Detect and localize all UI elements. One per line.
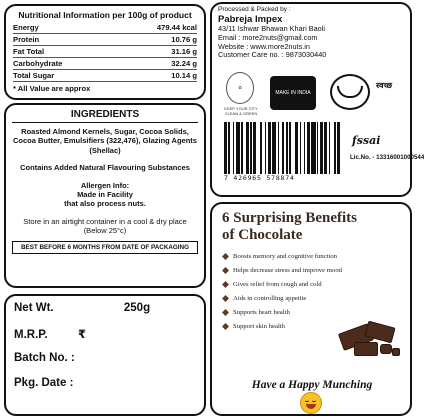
barcode — [224, 122, 342, 182]
net-weight-label: Net Wt. — [14, 302, 54, 314]
list-item: Supports heart health — [222, 309, 400, 316]
list-item: Gives relief from cough and cold — [222, 281, 400, 288]
allergen-line: that also process nuts. — [64, 199, 146, 209]
benefits-panel — [210, 202, 412, 416]
fssai-logo: fssai — [352, 134, 381, 147]
nutrition-table — [13, 22, 197, 82]
list-item: Aids in controlling appetite — [222, 295, 400, 302]
table-row — [13, 22, 197, 34]
barcode-icon — [224, 122, 342, 174]
diamond-bullet-icon — [222, 295, 229, 302]
batch-row — [14, 352, 196, 377]
nutrition-panel — [4, 4, 206, 100]
nutrient-label: Carbohydrate — [13, 58, 115, 70]
pkg-date-label: Pkg. Date : — [14, 377, 74, 389]
ingredients-text: Roasted Almond Kernels, Sugar, Cocoa Solids, Cocoa Butter, Emulsifiers (322,476), Glazing Agents (Shellac) — [13, 127, 197, 155]
swachh-label: स्वच्छ — [376, 81, 393, 90]
storage-instructions: Store in an airtight container in a cool & dry place (Below 25°c) — [23, 216, 187, 235]
flavour-note: Contains Added Natural Flavouring Substances — [20, 163, 190, 173]
barcode-number: 7 426965 578874 — [224, 174, 295, 182]
table-row — [13, 46, 197, 58]
benefits-list — [222, 253, 400, 330]
license-number: Lic.No. - 13316001000544 — [350, 154, 424, 161]
yummy-smiley-icon — [300, 392, 322, 414]
list-item: Helps decrease stress and improve mood — [222, 267, 400, 274]
ingredients-heading: INGREDIENTS — [12, 109, 198, 123]
company-email: Email : more2nuts@gmail.com — [218, 32, 318, 42]
clean-green-logo-icon: ♻ KEEP YOUR CITY CLEAN & GREEN — [226, 72, 254, 104]
company-address: 43/11 Ishwar Bhawan Khari Baoli — [218, 24, 325, 33]
nutrient-value: 31.16 g — [115, 46, 198, 58]
diamond-bullet-icon — [222, 253, 229, 260]
manufacturer-panel — [210, 2, 424, 197]
table-row — [13, 34, 197, 46]
clean-green-label: KEEP YOUR CITY CLEAN & GREEN — [224, 106, 258, 116]
customer-care: Customer Care no. : 9873030440 — [218, 50, 327, 60]
processed-by-label: Processed & Packed by : — [218, 6, 291, 13]
nutrient-label: Protein — [13, 34, 115, 46]
approx-note: * All Value are approx — [13, 84, 91, 93]
nutrient-label: Fat Total — [13, 46, 115, 58]
list-item: Support skin health — [222, 323, 400, 330]
make-in-india-logo-icon: MAKE IN INDIA — [270, 76, 316, 110]
rupee-symbol: ₹ — [78, 329, 87, 341]
allergen-line: Made in Facility — [77, 189, 133, 199]
pack-details-panel — [4, 294, 206, 416]
nutrient-value: 479.44 kcal — [115, 22, 198, 34]
best-before-badge: BEST BEFORE 6 MONTHS FROM DATE OF PACKAGING — [12, 241, 198, 254]
pkg-date-row — [14, 377, 196, 402]
ingredients-panel — [4, 103, 206, 288]
company-name: Pabreja Impex — [218, 14, 283, 25]
swachh-glasses-logo-icon — [330, 74, 370, 110]
company-website: Website : www.more2nuts.in — [218, 41, 310, 51]
diamond-bullet-icon — [222, 267, 229, 274]
table-row — [13, 70, 197, 82]
nutrient-label: Energy — [13, 22, 115, 34]
benefits-title: 6 Surprising Benefits — [222, 210, 358, 226]
certification-logos — [222, 70, 404, 118]
nutrient-value: 10.76 g — [115, 34, 198, 46]
benefits-title: of Chocolate — [222, 227, 303, 244]
net-weight-row — [14, 302, 196, 327]
table-row — [13, 58, 197, 70]
diamond-bullet-icon — [222, 323, 229, 330]
nutrient-label: Total Sugar — [13, 70, 115, 82]
chocolate-pieces-icon — [336, 322, 402, 358]
mrp-row — [14, 327, 196, 352]
diamond-bullet-icon — [222, 309, 229, 316]
nutrition-title: Nutritional Information per 100g of product — [18, 10, 192, 20]
mrp-label: M.R.P. — [14, 329, 48, 341]
net-weight-value: 250g — [123, 302, 151, 314]
nutrient-value: 32.24 g — [115, 58, 198, 70]
list-item: Boosts memory and cognitive function — [222, 253, 400, 260]
nutrient-value: 10.14 g — [115, 70, 198, 82]
diamond-bullet-icon — [222, 281, 229, 288]
allergen-title: Allergen Info: — [80, 180, 130, 190]
tagline: Have a Happy Munching — [251, 379, 373, 391]
batch-label: Batch No. : — [14, 352, 75, 364]
